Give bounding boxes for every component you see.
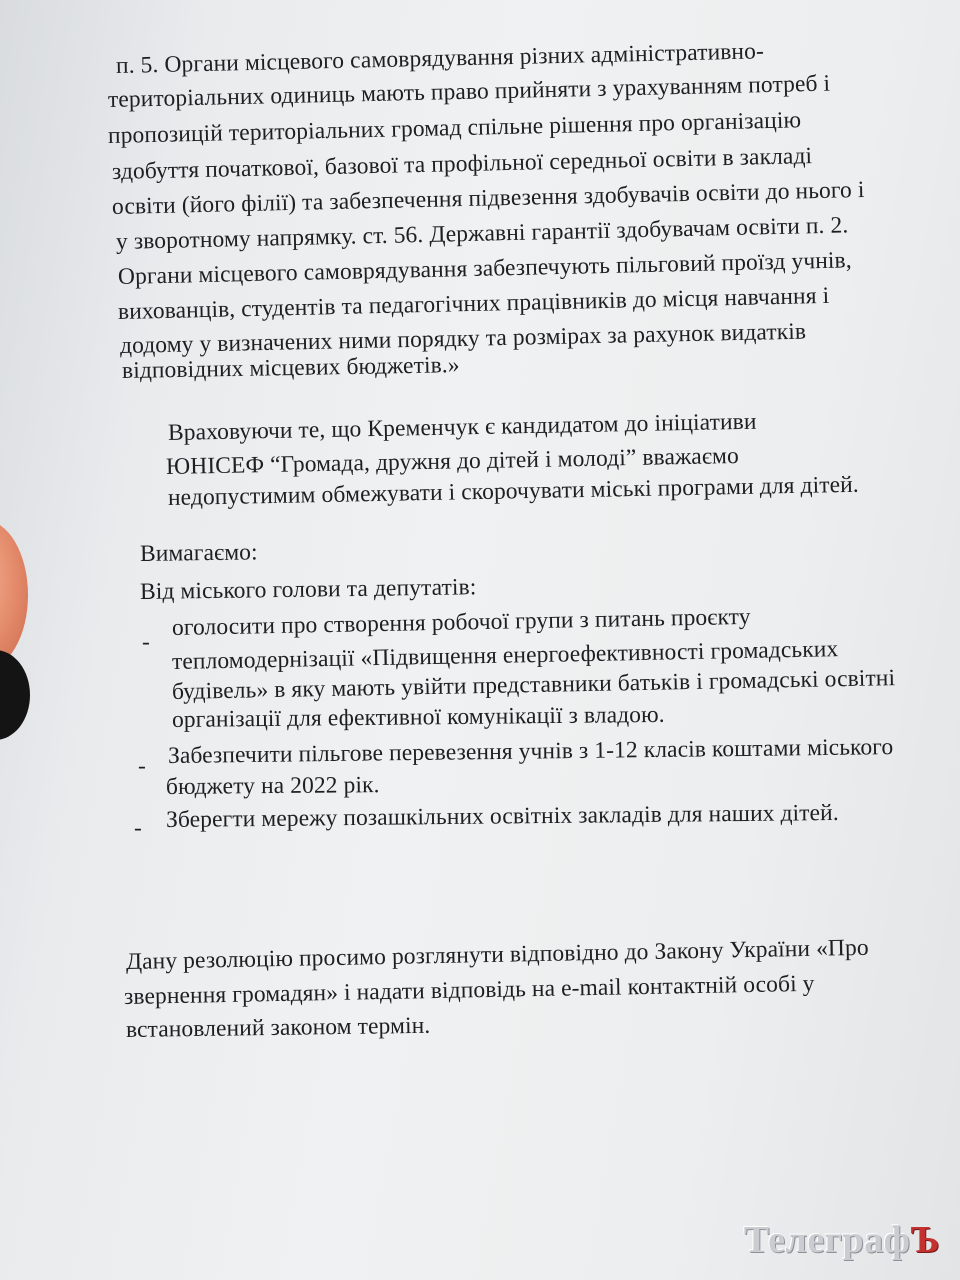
text-line: Враховуючи те, що Кременчук є кандидатом до ініціативи bbox=[167, 408, 757, 446]
text-line: ЮНІСЕФ “Громада, дружня до дітей і молоді” вважаємо bbox=[165, 443, 740, 480]
text-line: недопустимим обмежувати і скорочувати міські програми для дітей. bbox=[167, 471, 860, 511]
text-line: п. 5. Органи місцевого самоврядування різних адміністративно- bbox=[115, 38, 765, 79]
text-line: тепломодернізації «Підвищення енергоефективності громадських bbox=[171, 636, 839, 675]
list-bullet: - bbox=[138, 753, 146, 779]
text-line: відповідних місцевих бюджетів.» bbox=[121, 352, 460, 384]
text-line: територіальних одиниць мають право прийняти з урахуванням потреб і bbox=[107, 70, 831, 113]
text-line: Дану резолюцію просимо розглянути відповідно до Закону України «Про bbox=[125, 934, 869, 975]
text-line: у зворотному напрямку. ст. 56. Державні гарантії здобувачам освіти п. 2. bbox=[115, 212, 849, 255]
text-line: вихованців, студентів та педагогічних працівників до місця навчання і bbox=[117, 282, 830, 325]
text-line: будівель» в яку мають увійти представники батьків і громадські освітні bbox=[171, 665, 896, 705]
text-line: встановлений законом термін. bbox=[125, 1012, 431, 1043]
text-line: додому у визначених ними порядку та розмірах за рахунок видатків bbox=[119, 318, 807, 359]
finger-photo-artifact bbox=[0, 520, 28, 670]
watermark-last-letter: Ъ bbox=[910, 1219, 940, 1261]
sleeve-photo-artifact bbox=[0, 650, 30, 740]
text-line: оголосити про створення робочої групи з питань проєкту bbox=[171, 603, 751, 641]
telegraf-watermark-logo bbox=[744, 1218, 940, 1262]
text-line: Органи місцевого самоврядування забезпечують пільговий проїзд учнів, bbox=[117, 247, 852, 290]
demand-heading: Вимагаємо: bbox=[139, 539, 258, 567]
text-line: Забезпечити пільгове перевезення учнів з 1-12 класів коштами міського bbox=[167, 734, 894, 769]
list-bullet: - bbox=[142, 629, 150, 655]
text-line: бюджету на 2022 рік. bbox=[165, 772, 380, 800]
text-line: організації для ефективної комунікації з владою. bbox=[171, 701, 665, 733]
text-line: освіти (його філії) та забезпечення підвезення здобувачів освіти до нього і bbox=[111, 176, 865, 220]
watermark-text: Телеграф bbox=[743, 1219, 911, 1261]
text-line: здобуття початкової, базової та профільної середньої освіти в закладі bbox=[111, 143, 813, 185]
text-line: Зберегти мережу позашкільних освітніх закладів для наших дітей. bbox=[165, 799, 839, 833]
text-line: пропозицій територіальних громад спільне рішення про організацію bbox=[107, 107, 802, 149]
list-bullet: - bbox=[134, 815, 142, 841]
demand-addressee: Від міського голови та депутатів: bbox=[139, 574, 477, 605]
text-line: звернення громадян» і надати відповідь на e-mail контактній особі у bbox=[123, 970, 815, 1010]
